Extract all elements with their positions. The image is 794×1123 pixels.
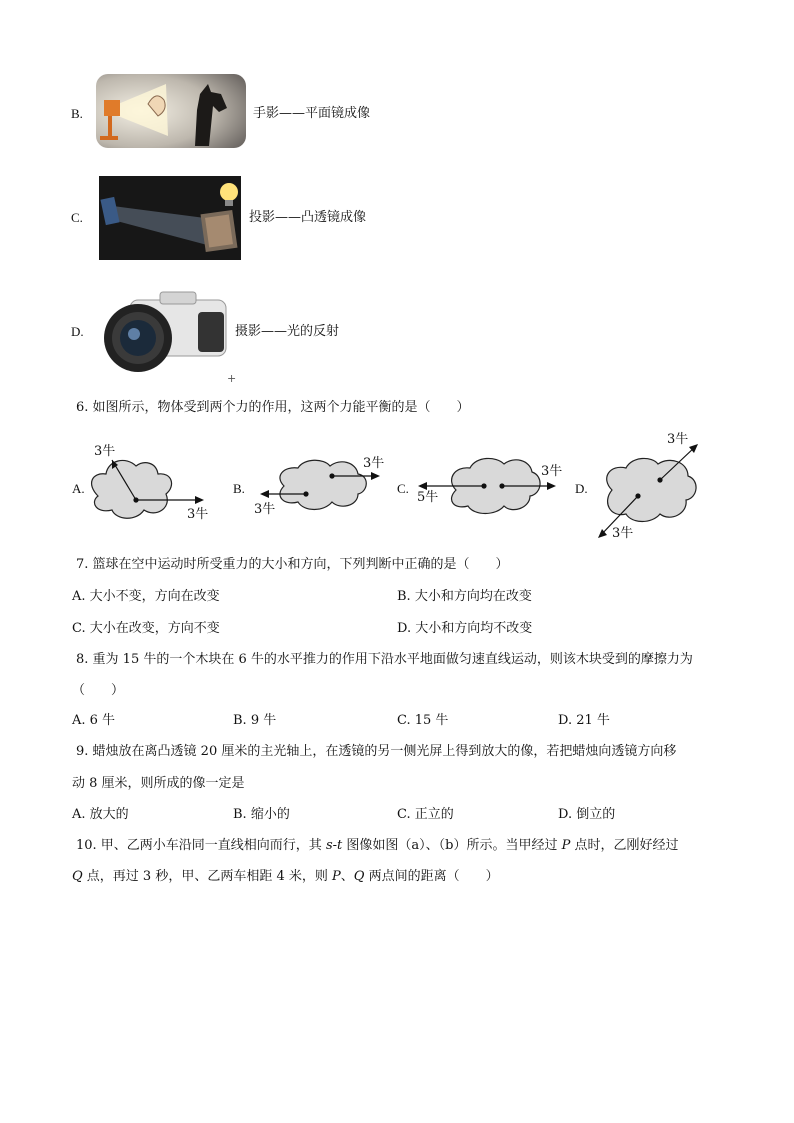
- q6-c-diagram: [412, 452, 562, 522]
- q6-c-force1: 5牛: [417, 490, 439, 505]
- q6-a-force1: 3牛: [94, 444, 116, 459]
- q9-option-d: D. 倒立的: [558, 807, 616, 822]
- q6-b-letter: B.: [233, 481, 245, 496]
- q6-d-force1: 3牛: [667, 432, 689, 447]
- q9-stem-line2: 动 8 厘米，则所成的像一定是: [72, 776, 245, 791]
- hand-shadow-image: [96, 74, 246, 148]
- q7-option-c: C. 大小在改变，方向不变: [72, 621, 220, 636]
- option-c-caption: 投影——凸透镜成像: [249, 210, 367, 225]
- option-d-letter: D.: [71, 324, 84, 339]
- cross-marker: +: [227, 372, 237, 385]
- q8-option-c: C. 15 牛: [397, 713, 449, 728]
- q9-option-b: B. 缩小的: [233, 807, 290, 822]
- q10-text-5: 两点间的距离（ ）: [364, 869, 499, 884]
- q10-point-q-2: Q: [353, 869, 365, 884]
- q8-option-d: D. 21 牛: [558, 713, 610, 728]
- q8-stem-line2: （ ）: [72, 683, 125, 698]
- q7-option-d: D. 大小和方向均不改变: [397, 621, 533, 636]
- q9-option-c: C. 正立的: [397, 807, 454, 822]
- option-d-caption: 摄影——光的反射: [235, 324, 340, 339]
- q6-d-letter: D.: [575, 481, 588, 496]
- q6-d-force2: 3牛: [612, 526, 634, 541]
- q8-option-b: B. 9 牛: [233, 713, 277, 728]
- q7-option-a: A. 大小不变，方向在改变: [72, 589, 220, 604]
- q10-point-p: P: [561, 838, 571, 853]
- q6-d-diagram: [592, 440, 712, 544]
- q10-stem-line2: [72, 869, 499, 885]
- q9-stem-line1: 9. 蜡烛放在离凸透镜 20 厘米的主光轴上，在透镜的另一侧光屏上得到放大的像，若把蜡烛向透镜方向移: [76, 744, 677, 759]
- q7-stem: 7. 篮球在空中运动时所受重力的大小和方向，下列判断中正确的是（ ）: [76, 557, 509, 572]
- q6-a-letter: A.: [72, 481, 85, 496]
- projector-image: [99, 176, 241, 260]
- q8-stem-line1: 8. 重为 15 牛的一个木块在 6 牛的水平推力的作用下沿水平地面做匀速直线运动，则该木块受到的摩擦力为: [76, 652, 693, 667]
- q7-option-b: B. 大小和方向均在改变: [397, 589, 532, 604]
- q6-c-force2: 3牛: [541, 464, 563, 479]
- q10-text-1: 10. 甲、乙两小车沿同一直线相向而行，其: [76, 838, 326, 853]
- camera-image: [100, 290, 232, 374]
- option-b-caption: 手影——平面镜成像: [253, 106, 371, 121]
- q10-stem-line1: [76, 838, 678, 854]
- q10-point-p-2: P: [332, 869, 341, 884]
- q6-b-force1: 3牛: [363, 456, 385, 471]
- q8-option-a: A. 6 牛: [72, 713, 116, 728]
- q10-text-3: 点时，乙刚好经过: [570, 838, 679, 853]
- q6-stem: 6. 如图所示，物体受到两个力的作用，这两个力能平衡的是（ ）: [76, 400, 470, 415]
- q6-c-letter: C.: [397, 481, 409, 496]
- q10-st-symbol: s-t: [325, 838, 343, 853]
- q6-b-force2: 3牛: [254, 502, 276, 517]
- q10-separator: 、: [340, 869, 354, 884]
- q10-text-2: 图像如图（a）、（b）所示。当甲经过: [342, 838, 562, 853]
- q9-option-a: A. 放大的: [72, 807, 129, 822]
- q10-text-4: 点，再过 3 秒，甲、乙两车相距 4 米，则: [82, 869, 333, 884]
- option-c-letter: C.: [71, 210, 83, 225]
- q10-point-q: Q: [72, 869, 83, 884]
- q6-a-force2: 3牛: [187, 507, 209, 522]
- option-b-letter: B.: [71, 106, 83, 121]
